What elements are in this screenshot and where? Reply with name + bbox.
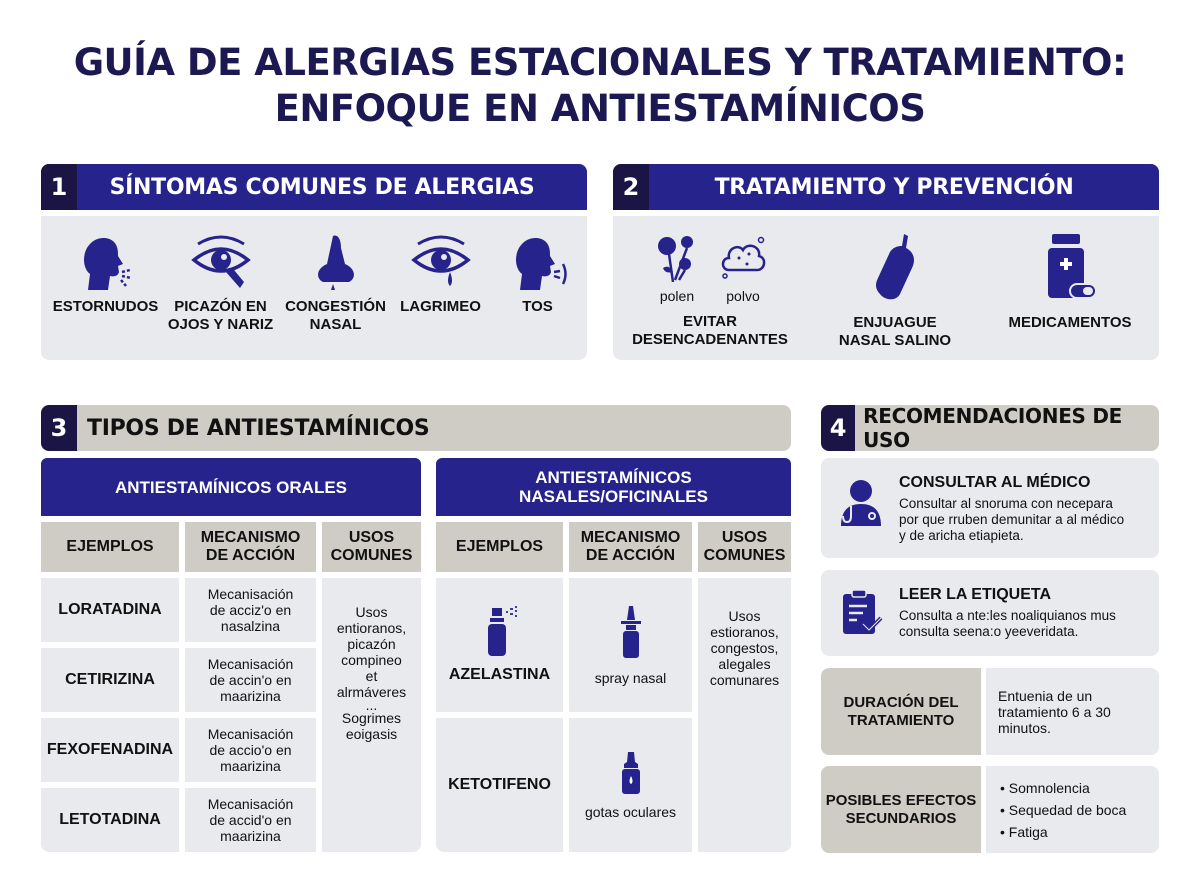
recommendation-consult-doctor: [821, 458, 1159, 558]
recommendation-title: CONSULTAR AL MÉDICO: [899, 474, 1091, 491]
treatment-label: NASAL SALINO: [838, 332, 952, 349]
symptom-itchy-eyes: [163, 234, 278, 334]
side-effect-item: • Somnolencia: [1000, 777, 1159, 799]
symptom-label: OJOS Y NARIZ: [167, 316, 274, 333]
duration-label: [821, 668, 981, 755]
title-line-1: GUÍA DE ALERGIAS ESTACIONALES Y TRATAMIENTO:: [73, 41, 1127, 84]
symptom-label: ESTORNUDOS: [52, 298, 159, 315]
mech-line: de accid'o en: [209, 812, 292, 828]
recommendation-title: LEER LA ETIQUETA: [899, 586, 1051, 603]
side-effect-item: • Fatiga: [1000, 821, 1159, 843]
section-1-title: SÍNTOMAS COMUNES DE ALERGIAS: [109, 174, 535, 200]
text-line: Consulta a nte:les noaliquianos mus: [899, 608, 1116, 623]
treatment-saline-rinse: [820, 232, 970, 350]
uses-line: congestos,: [710, 640, 779, 656]
label-line: SECUNDARIOS: [845, 809, 957, 827]
mech-line: Mecanisación: [207, 656, 294, 672]
dust-label: polvo: [726, 288, 760, 304]
uses-line: picazón: [347, 636, 396, 652]
page-title: [0, 40, 1200, 132]
nasal-antihistamines-header: [436, 458, 791, 516]
oral-mechanism-cell: [185, 788, 316, 852]
dust-cloud-icon: [719, 234, 767, 282]
symptom-label: TOS: [522, 298, 553, 315]
uses-line: compineo: [341, 652, 402, 668]
oral-antihistamines-header: [41, 458, 421, 516]
mech-line: de acciz'o en: [209, 602, 292, 618]
nasal-header-line1: ANTIESTAMÍNICOS: [535, 468, 692, 487]
oral-col-uses: USOS COMUNES: [322, 522, 421, 572]
mech-line: maarizina: [220, 758, 281, 774]
duration-value: [986, 668, 1159, 755]
uses-line: comunares: [709, 672, 780, 688]
mech-line: nasalzina: [220, 618, 281, 634]
itchy-eye-icon: [190, 234, 252, 290]
mech-line: Mecanisación: [207, 586, 294, 602]
treatment-label: MEDICAMENTOS: [1008, 314, 1132, 331]
treatment-label: DESENCADENANTES: [632, 331, 788, 348]
label-line: DURACIÓN DEL: [843, 693, 959, 711]
section-3-number: 3: [41, 405, 77, 451]
saline-bottle-icon: [870, 232, 920, 302]
section-4-header: [821, 405, 1159, 451]
uses-line: Usos: [355, 604, 388, 620]
symptom-cough: [480, 234, 595, 316]
oral-example-fexofenadina: FEXOFENADINA: [41, 718, 179, 782]
doctor-icon: [839, 478, 883, 526]
side-effects-label: [821, 766, 981, 853]
text-line: minutos.: [998, 719, 1051, 736]
section-1-header: [41, 164, 587, 210]
oral-header-label: ANTIESTAMÍNICOS ORALES: [114, 477, 348, 497]
oral-mechanism-cell: [185, 648, 316, 712]
sneezing-person-icon: [76, 234, 136, 290]
treatment-label: ENJUAGUE: [853, 314, 937, 331]
text-line: y de aricha etiapieta.: [899, 528, 1024, 543]
pollen-flower-icon: [653, 234, 701, 282]
mech-line: maarizina: [220, 828, 281, 844]
nasal-header-line2: NASALES/OFICINALES: [519, 487, 708, 506]
section-3-header: [41, 405, 791, 451]
uses-line: Usos: [728, 608, 761, 624]
side-effects-list: [986, 766, 1159, 853]
oral-mechanism-cell: [185, 718, 316, 782]
nasal-col-examples: EJEMPLOS: [436, 522, 563, 572]
section-2-number: 2: [613, 164, 649, 210]
nasal-col-uses: USOS COMUNES: [698, 522, 791, 572]
side-effect-item: • Sequedad de boca: [1000, 799, 1159, 821]
text-line: Consultar al snoruma con necepara: [899, 496, 1113, 511]
nasal-uses-cell: [698, 578, 791, 852]
oral-mechanism-cell: [185, 578, 316, 642]
eye-drops-icon: [618, 750, 644, 796]
recommendation-text: [899, 496, 1124, 544]
treatment-medications: [995, 232, 1145, 332]
uses-line: ...: [365, 697, 378, 713]
uses-line: alegales: [718, 656, 771, 672]
symptom-sneezing: [48, 234, 163, 316]
text-line: consulta seena:o yeeveridata.: [899, 624, 1079, 639]
uses-line: estioranos,: [710, 624, 779, 640]
symptom-label: CONGESTIÓN: [285, 298, 386, 315]
uses-line: alrmáveres: [336, 684, 407, 700]
coughing-person-icon: [508, 234, 568, 290]
section-4-number: 4: [821, 405, 855, 451]
nasal-col-mechanism: MECANISMO DE ACCIÓN: [569, 522, 692, 572]
mech-line: maarizina: [220, 688, 281, 704]
pollen-label: polen: [659, 288, 695, 304]
treatment-avoid-triggers: [625, 234, 795, 349]
nasal-example-ketotifeno: KETOTIFENO: [436, 718, 563, 852]
label-line: POSIBLES EFECTOS: [825, 791, 977, 809]
symptom-nasal-congestion: [278, 234, 393, 334]
recommendation-read-label: [821, 570, 1159, 656]
dust-item: [719, 234, 767, 305]
nasal-mech-label: gotas oculares: [584, 804, 677, 820]
pollen-item: [653, 234, 701, 305]
recommendation-text: [899, 608, 1116, 640]
oral-example-cetirizina: CETIRIZINA: [41, 648, 179, 712]
nasal-mechanism-drops: [569, 718, 692, 852]
uses-line: Sogrimes: [341, 710, 402, 726]
treatment-label: EVITAR: [683, 313, 737, 330]
section-2-header: [613, 164, 1159, 210]
uses-line: eoigasis: [345, 726, 398, 742]
section-2-title: TRATAMIENTO Y PREVENCIÓN: [714, 174, 1074, 200]
oral-example-loratadina: LORATADINA: [41, 578, 179, 642]
nasal-example-label: AZELASTINA: [448, 666, 551, 683]
spray-bottle-icon: [480, 606, 520, 658]
title-line-2: ENFOQUE EN ANTIESTAMÍNICOS: [274, 87, 926, 130]
symptom-label: NASAL: [309, 316, 362, 333]
mech-line: de accio'o en: [209, 742, 292, 758]
nasal-mech-label: spray nasal: [594, 670, 667, 686]
oral-col-examples: EJEMPLOS: [41, 522, 179, 572]
nasal-spray-icon: [616, 604, 646, 660]
runny-nose-icon: [311, 234, 361, 290]
nasal-example-azelastina: [436, 578, 563, 712]
nasal-mechanism-spray: [569, 578, 692, 712]
uses-line: et: [365, 668, 378, 684]
section-4-title: RECOMENDACIONES DE USO: [863, 405, 1122, 451]
text-line: Entuenia de un: [998, 687, 1093, 704]
oral-example-letotadina: LETOTADINA: [41, 788, 179, 852]
uses-line: entioranos,: [336, 620, 407, 636]
section-1-number: 1: [41, 164, 77, 210]
tearing-eye-icon: [410, 234, 472, 290]
text-line: tratamiento 6 a 30: [998, 703, 1111, 720]
medicine-bottle-icon: [1042, 232, 1098, 302]
mech-line: Mecanisación: [207, 796, 294, 812]
mech-line: Mecanisación: [207, 726, 294, 742]
mech-line: de accin'o en: [209, 672, 292, 688]
oral-uses-cell: [322, 578, 421, 852]
symptom-label: PICAZÓN EN: [174, 298, 267, 315]
section-3-title: TIPOS DE ANTIESTAMÍNICOS: [87, 415, 430, 441]
label-line: TRATAMIENTO: [847, 711, 955, 729]
clipboard-check-icon: [841, 588, 885, 638]
oral-col-mechanism: MECANISMO DE ACCIÓN: [185, 522, 316, 572]
symptom-label: LAGRIMEO: [400, 298, 481, 315]
text-line: por que rruben demunitar a al médico: [899, 512, 1125, 527]
